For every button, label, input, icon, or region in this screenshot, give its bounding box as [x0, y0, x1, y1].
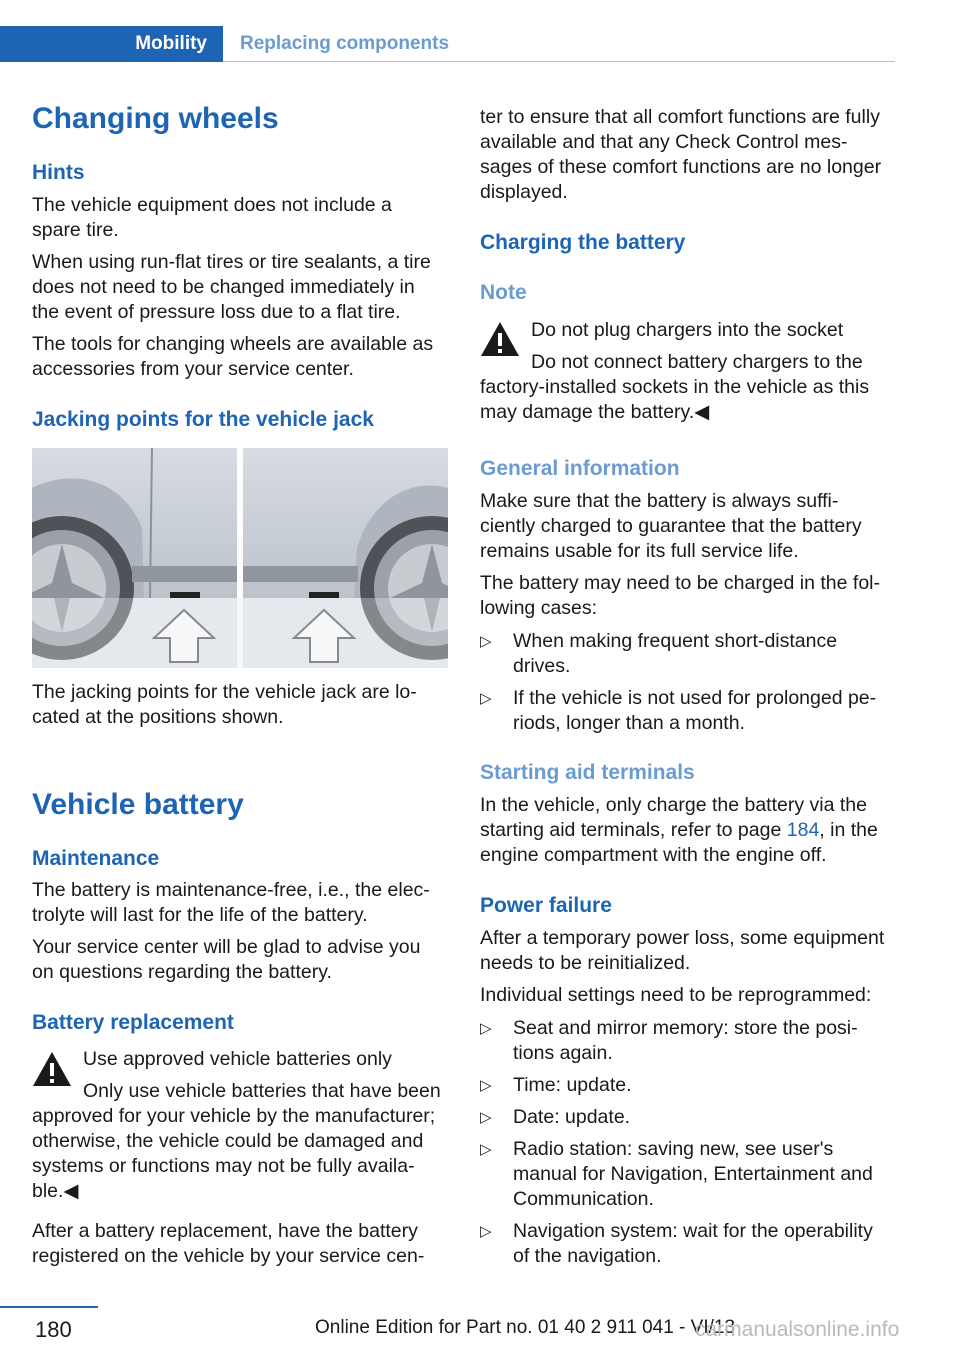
car-side-illustration — [32, 448, 448, 668]
warning-text-line: factory-installed sockets in the vehicle as this — [480, 376, 870, 398]
list-item — [480, 1219, 873, 1269]
hints-line: does not need to be changed immediately in — [32, 276, 415, 298]
general-line: ciently charged to guarantee that the battery — [480, 515, 862, 537]
power-failure-line: needs to be reinitialized. — [480, 952, 691, 974]
subsection-tab[interactable]: Replacing components — [240, 33, 450, 54]
list-item-text: of the navigation. — [513, 1245, 662, 1267]
continued-line: ter to ensure that all comfort functions are fully — [480, 106, 880, 128]
list-item-text: When making frequent short-distance — [513, 630, 838, 652]
starting-aid-line: In the vehicle, only charge the battery via the — [480, 794, 867, 816]
warning-title: Do not plug chargers into the socket — [531, 319, 844, 341]
general-line: Make sure that the battery is always suffi- — [480, 490, 839, 512]
header-rule — [223, 61, 895, 62]
maintenance-line: Your service center will be glad to advise you — [32, 936, 421, 958]
starting-aid-line — [480, 818, 878, 843]
list-item-text: Time: update. — [513, 1074, 632, 1096]
list-item — [480, 1105, 630, 1130]
warning-text-line: Do not connect battery chargers to the — [531, 351, 863, 373]
list-item — [480, 1137, 873, 1212]
watermark: carmanualsonline.info — [695, 1318, 900, 1341]
warning-text-line: Only use vehicle batteries that have been — [83, 1080, 441, 1102]
warning-triangle-icon — [32, 1050, 72, 1088]
power-failure-line: Individual settings need to be reprogrammed: — [480, 984, 872, 1006]
list-item-text: Navigation system: wait for the operability — [513, 1220, 873, 1242]
continued-line: displayed. — [480, 181, 568, 203]
general-line: lowing cases: — [480, 597, 598, 619]
warning-text-line: approved for your vehicle by the manufacturer; — [32, 1105, 436, 1127]
jacking-caption-line: The jacking points for the vehicle jack are lo- — [32, 681, 417, 703]
triangle-bullet-icon: ▷ — [480, 1109, 492, 1126]
warning-text-line: may damage the battery.◀ — [480, 401, 710, 423]
triangle-bullet-icon: ▷ — [480, 1141, 492, 1158]
continued-line: available and that any Check Control mes- — [480, 131, 848, 153]
triangle-bullet-icon: ▷ — [480, 690, 492, 707]
hints-line: the event of pressure loss due to a flat tire. — [32, 301, 401, 323]
jacking-points-illustration — [32, 448, 448, 668]
page-number: 180 — [35, 1317, 72, 1342]
warning-text-line: systems or functions may not be fully availa- — [32, 1155, 415, 1177]
warning-triangle-icon — [480, 320, 520, 358]
power-failure-line: After a temporary power loss, some equipment — [480, 927, 885, 949]
triangle-bullet-icon: ▷ — [480, 1020, 492, 1037]
hints-line: spare tire. — [32, 219, 119, 241]
after-replacement-line: After a battery replacement, have the battery — [32, 1220, 418, 1242]
note-heading: Note — [480, 281, 527, 304]
charging-heading: Charging the battery — [480, 231, 686, 254]
continued-line: sages of these comfort functions are no longer — [480, 156, 882, 178]
jacking-heading: Jacking points for the vehicle jack — [32, 408, 374, 431]
maintenance-line: trolyte will last for the life of the battery. — [32, 904, 368, 926]
list-item — [480, 629, 837, 679]
list-item-text: drives. — [513, 655, 571, 677]
after-replacement-line: registered on the vehicle by your service cen- — [32, 1245, 425, 1267]
starting-aid-text: , in the — [819, 819, 878, 841]
changing-wheels-title: Changing wheels — [32, 102, 279, 135]
power-failure-heading: Power failure — [480, 894, 612, 917]
maintenance-line: on questions regarding the battery. — [32, 961, 332, 983]
page-reference-link[interactable]: 184 — [786, 819, 820, 841]
list-item-text: If the vehicle is not used for prolonged pe- — [513, 687, 877, 709]
hints-line: The vehicle equipment does not include a — [32, 194, 392, 216]
maintenance-line: The battery is maintenance-free, i.e., the elec- — [32, 879, 430, 901]
list-item — [480, 686, 876, 736]
list-item-text: Radio station: saving new, see user's — [513, 1138, 834, 1160]
starting-aid-heading: Starting aid terminals — [480, 761, 695, 784]
section-tab[interactable]: Mobility — [0, 26, 223, 62]
hints-line: The tools for changing wheels are available as — [32, 333, 434, 355]
warning-text-line: otherwise, the vehicle could be damaged and — [32, 1130, 424, 1152]
list-item-text: riods, longer than a month. — [513, 712, 745, 734]
list-item — [480, 1016, 858, 1066]
general-information-heading: General information — [480, 457, 680, 480]
list-item-text: Communication. — [513, 1188, 654, 1210]
battery-replacement-heading: Battery replacement — [32, 1011, 234, 1034]
triangle-bullet-icon: ▷ — [480, 1223, 492, 1240]
starting-aid-text: starting aid terminals, refer to page — [480, 819, 787, 841]
footer-rule — [0, 1306, 98, 1308]
triangle-bullet-icon: ▷ — [480, 1077, 492, 1094]
warning-text-line: ble.◀ — [32, 1180, 79, 1202]
maintenance-heading: Maintenance — [32, 847, 160, 870]
starting-aid-line: engine compartment with the engine off. — [480, 844, 827, 866]
general-line: The battery may need to be charged in the fol- — [480, 572, 880, 594]
warning-title: Use approved vehicle batteries only — [83, 1048, 392, 1070]
hints-heading: Hints — [32, 161, 85, 184]
list-item — [480, 1073, 632, 1098]
list-item-text: manual for Navigation, Entertainment and — [513, 1163, 873, 1185]
jacking-caption-line: cated at the positions shown. — [32, 706, 284, 728]
edition-text: Online Edition for Part no. 01 40 2 911 041 - VI/13 — [315, 1317, 736, 1338]
list-item-text: Date: update. — [513, 1106, 631, 1128]
triangle-bullet-icon: ▷ — [480, 633, 492, 650]
hints-line: accessories from your service center. — [32, 358, 354, 380]
vehicle-battery-title: Vehicle battery — [32, 788, 244, 821]
general-line: remains usable for its full service life. — [480, 540, 799, 562]
list-item-text: Seat and mirror memory: store the posi- — [513, 1017, 858, 1039]
hints-line: When using run-flat tires or tire sealants, a tire — [32, 251, 431, 273]
list-item-text: tions again. — [513, 1042, 613, 1064]
